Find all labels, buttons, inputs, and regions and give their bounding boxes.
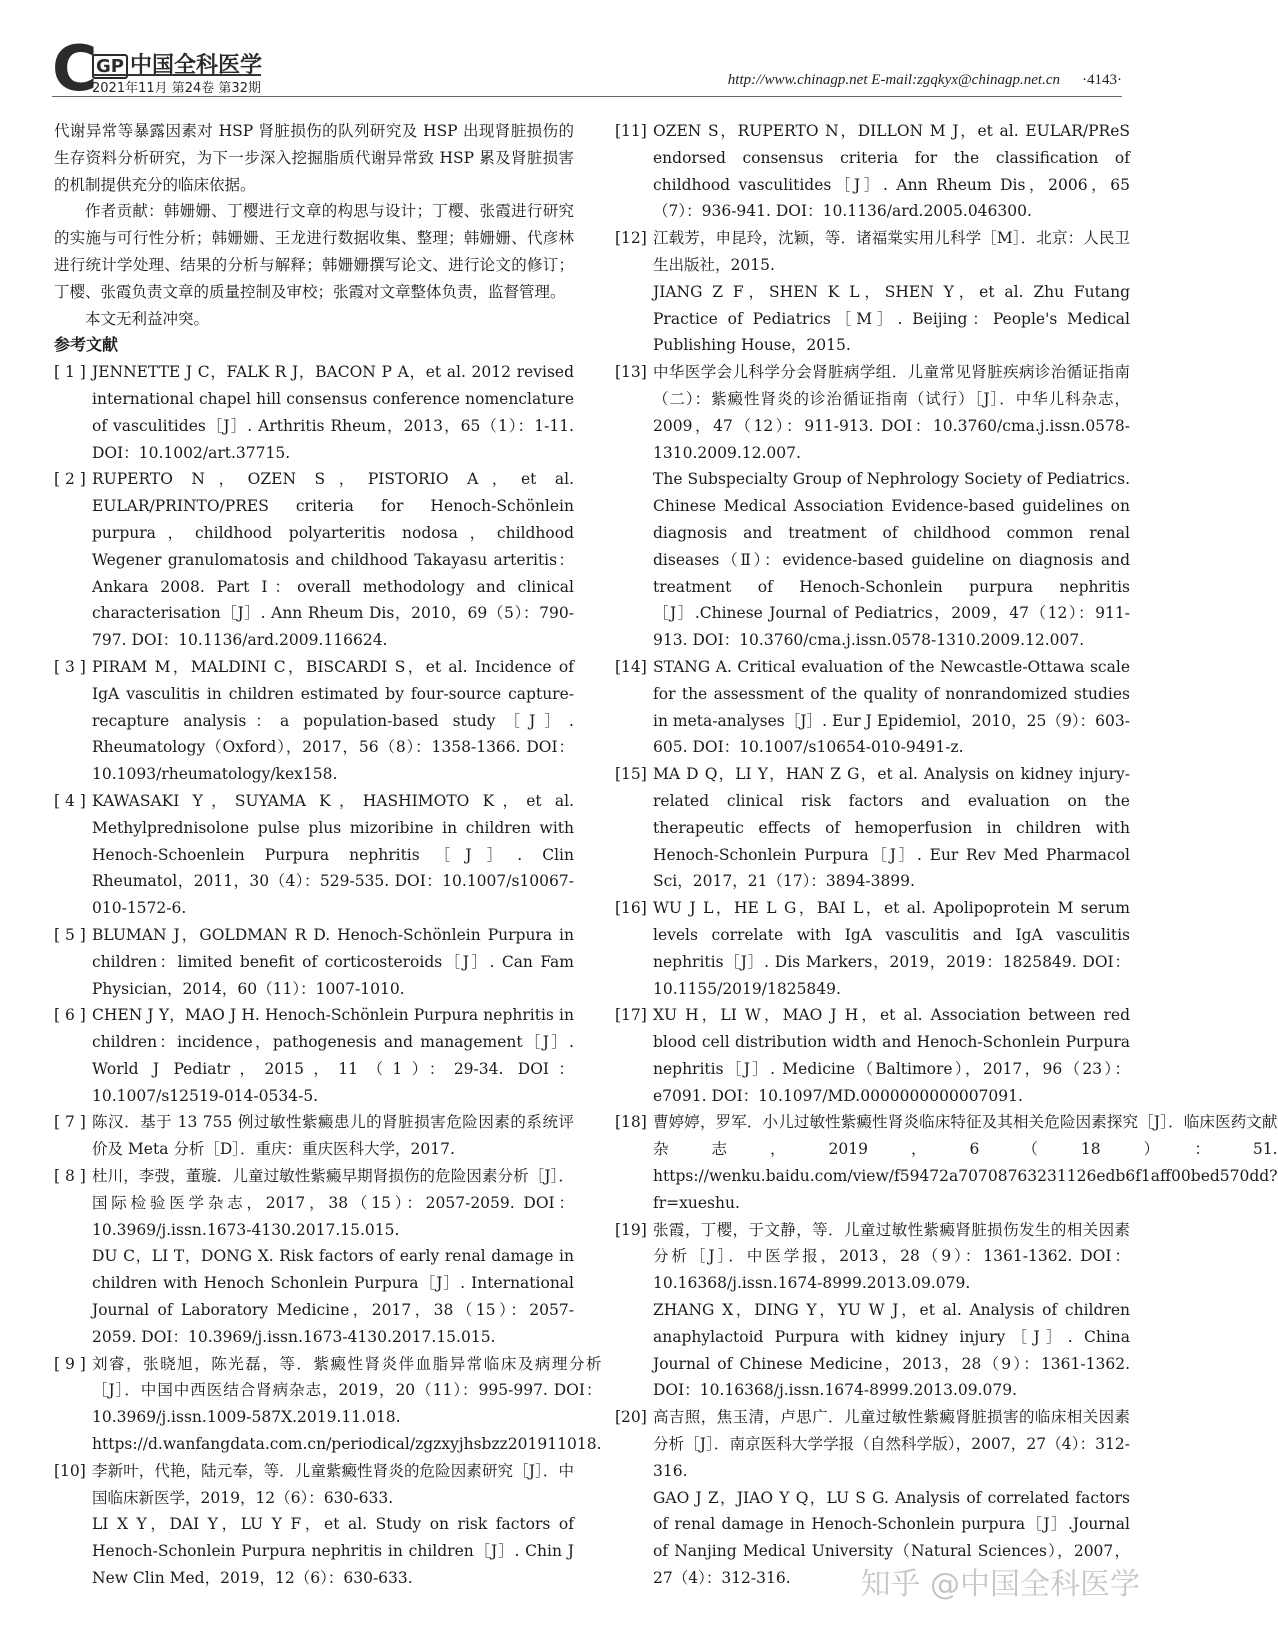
reference-item <box>615 1002 1130 1109</box>
reference-number: [18] <box>615 1113 647 1132</box>
reference-body <box>92 1163 574 1351</box>
reference-text: JENNETTE J C，FALK R J，BACON P A，et al. 2012 revised international chapel hill consensus conference nomenclature of vasculitides［J］. Arthritis Rheum，2013，65（1）：1-11. DOI：10.1002/art.37715. <box>92 363 574 462</box>
reference-item <box>615 1217 1130 1405</box>
reference-body <box>92 1109 574 1163</box>
reference-text: PIRAM M，MALDINI C，BISCARDI S，et al. Incidence of IgA vasculitis in children estimated by four-source capture-recapture analysis：a population-based study［J］. Rheumatology（Oxford），2017，56（8）：1358-1366. DOI：10.1093/rheumatology/kex158. <box>92 657 574 784</box>
reference-text: The Subspecialty Group of Nephrology Society of Pediatrics. Chinese Medical Association Evidence-based guidelines on diagnosis and treatment of childhood common renal diseases（Ⅱ）：evidence-based guideline on diagnosis and treatment of Henoch-Schonlein purpura nephritis［J］.Chinese Journal of Pediatrics，2009，47（12）：911-913. DOI：10.3760/cma.j.issn.0578-1310.2009.12.007. <box>653 470 1130 650</box>
page-number: ·4143· <box>1082 72 1122 88</box>
reference-number: [ 3 ] <box>54 657 86 676</box>
conflict-statement: 本文无利益冲突。 <box>85 309 210 328</box>
watermark: 知乎 @中国全科医学 <box>860 1567 1140 1602</box>
reference-text: ZHANG X，DING Y，YU W J，et al. Analysis of children anaphylactoid Purpura with kidney injury［J］. China Journal of Chinese Medicine，2013，28（9）：1361-1362. DOI：10.16368/j.issn.1674-8999.2013.09.079. <box>653 1301 1130 1400</box>
reference-body <box>653 761 1130 895</box>
reference-text: 李新叶，代艳，陆元奉，等．儿童紫癜性肾炎的危险因素研究［J］．中国临床新医学，2019，12（6）：630-633. <box>92 1461 574 1507</box>
reference-number: [15] <box>615 765 647 784</box>
reference-body <box>653 895 1130 1002</box>
journal-url-email: http://www.chinagp.net E-mail:zgqkyx@chinagp.net.cn <box>727 72 1060 88</box>
reference-body <box>92 654 574 788</box>
reference-item <box>615 895 1130 1002</box>
author-contribution: 作者贡献：韩姗姗、丁樱进行文章的构思与设计；丁樱、张霞进行研究的实施与可行性分析；韩姗姗、王龙进行数据收集、整理；韩姗姗、代彦林进行统计学处理、结果的分析与解释；韩姗姗撰写论文、进行论文的修订；丁樱、张霞负责文章的质量控制及审校；张霞对文章整体负责，监督管理。 <box>54 202 574 301</box>
reference-text: WU J L，HE L G，BAI L，et al. Apolipoprotein M serum levels correlate with IgA vasculitis and IgA vasculitis nephritis［J］. Dis Markers，2019，2019：1825849. DOI：10.1155/2019/1825849. <box>653 899 1130 998</box>
reference-item <box>54 1163 574 1351</box>
reference-body <box>653 225 1130 359</box>
right-column <box>615 118 1278 1592</box>
reference-number: [ 6 ] <box>54 1006 86 1025</box>
header-right <box>728 72 1122 89</box>
reference-text: LI X Y，DAI Y，LU Y F，et al. Study on risk factors of Henoch-Schonlein Purpura nephritis in children［J］. Chin J New Clin Med，2019，12（6）：630-633. <box>92 1515 574 1588</box>
reference-text: KAWASAKI Y，SUYAMA K，HASHIMOTO K，et al. Methylprednisolone pulse plus mizoribine in children with Henoch-Schoenlein Purpura nephritis［J］. Clin Rheumatol，2011，30（4）：529-535. DOI：10.1007/s10067-010-1572-6. <box>92 791 574 918</box>
reference-text: 江载芳，申昆玲，沈颖，等．诸福棠实用儿科学［M］．北京：人民卫生出版社，2015. <box>653 229 1130 274</box>
reference-text: 刘睿，张晓旭，陈光磊，等．紫癜性肾炎伴血脂异常临床及病理分析［J］．中国中西医结合肾病杂志，2019，20（11）：995-997. DOI：10.3969/j.issn.1009-587X.2019.11.018. https://d.wanfangdata.com.cn/periodical/zgzxyjhsbzz201911018. <box>92 1354 602 1454</box>
reference-text: GAO J Z，JIAO Y Q，LU S G. Analysis of correlated factors of renal damage in Henoch-Schonlein purpura［J］.Journal of Nanjing Medical University（Natural Sciences），2007，27（4）：312-316. <box>653 1488 1130 1588</box>
reference-number: [14] <box>615 657 647 676</box>
intro-paragraph: 代谢异常等暴露因素对 HSP 肾脏损伤的队列研究及 HSP 出现肾脏损伤的生存资料分析研究，为下一步深入挖掘脂质代谢异常致 HSP 累及肾脏损害的机制提供充分的临床依据。 <box>54 122 574 194</box>
reference-body <box>92 359 574 466</box>
reference-text: 张霞，丁樱，于文静，等．儿童过敏性紫癜肾脏损伤发生的相关因素分析［J］．中医学报，2013，28（9）：1361-1362. DOI：10.16368/j.issn.1674-8999.2013.09.079. <box>653 1220 1130 1293</box>
reference-item <box>54 466 574 654</box>
journal-logo-c: C <box>52 32 98 105</box>
reference-item <box>615 654 1130 761</box>
reference-item <box>54 1109 574 1163</box>
reference-number: [ 4 ] <box>54 791 86 810</box>
reference-text: XU H，LI W，MAO J H，et al. Association between red blood cell distribution width and Henoch-Schonlein Purpura nephritis［J］. Medicine（Baltimore），2017，96（23）：e7091. DOI：10.1097/MD.0000000000007091. <box>653 1006 1130 1105</box>
left-column <box>54 118 602 1592</box>
reference-text: CHEN J Y，MAO J H. Henoch-Schönlein Purpura nephritis in children：incidence，pathogenesis and management［J］. World J Pediatr，2015，11（1）：29-34. DOI：10.1007/s12519-014-0534-5. <box>92 1006 574 1105</box>
reference-item <box>54 922 574 1002</box>
references-heading: 参考文献 <box>54 335 119 355</box>
reference-text: OZEN S，RUPERTO N，DILLON M J，et al. EULAR/PReS endorsed consensus criteria for the classification of childhood vasculitides［J］. Ann Rheum Dis，2006，65（7）：936-941. DOI：10.1136/ard.2005.046300. <box>653 122 1130 221</box>
reference-number: [20] <box>615 1408 647 1427</box>
reference-text: JIANG Z F，SHEN K L，SHEN Y，et al. Zhu Futang Practice of Pediatrics［M］. Beijing：People's Medical Publishing House，2015. <box>653 282 1130 355</box>
reference-text: 高吉照，焦玉清，卢思广．儿童过敏性紫癜肾脏损害的临床相关因素分析［J］．南京医科大学学报（自然科学版），2007，27（4）：312-316. <box>653 1408 1130 1480</box>
reference-number: [13] <box>615 363 647 382</box>
reference-body <box>92 1458 574 1592</box>
journal-name: 中国全科医学 <box>129 53 262 78</box>
reference-item <box>615 1109 1278 1216</box>
reference-body <box>653 654 1130 761</box>
reference-body <box>92 1002 574 1109</box>
reference-body <box>92 788 574 922</box>
reference-item <box>54 654 574 788</box>
reference-item <box>54 1458 574 1592</box>
reference-number: [ 7 ] <box>54 1113 86 1132</box>
reference-item <box>54 359 574 466</box>
reference-body <box>92 466 574 654</box>
reference-body <box>653 1217 1130 1405</box>
reference-number: [ 8 ] <box>54 1167 86 1186</box>
journal-logo-gp: GP <box>92 54 128 79</box>
reference-item <box>54 1351 602 1458</box>
reference-text: BLUMAN J，GOLDMAN R D. Henoch-Schönlein Purpura in children：limited benefit of corticosteroids［J］. Can Fam Physician，2014，60（11）：1007-1010. <box>92 925 574 998</box>
reference-number: [11] <box>615 122 647 140</box>
reference-text: 陈汉．基于 13 755 例过敏性紫癜患儿的肾脏损害危险因素的系统评价及 Meta 分析［D］．重庆：重庆医科大学，2017. <box>92 1113 574 1159</box>
reference-number: [19] <box>615 1220 647 1239</box>
reference-item <box>615 118 1130 225</box>
reference-body <box>653 118 1130 225</box>
reference-number: [ 5 ] <box>54 925 86 944</box>
reference-body <box>92 922 574 1002</box>
page-header <box>0 0 1180 110</box>
reference-item <box>54 1002 574 1109</box>
reference-number: [17] <box>615 1006 647 1025</box>
reference-number: [ 2 ] <box>54 470 86 489</box>
reference-text: MA D Q，LI Y，HAN Z G，et al. Analysis on kidney injury-related clinical risk factors and evaluation on the therapeutic effects of hemoperfusion in children with Henoch-Schonlein Purpura［J］. Eur Rev Med Pharmacol Sci，2017，21（17）：3894-3899. <box>653 765 1130 891</box>
reference-number: [ 1 ] <box>54 363 86 382</box>
reference-body <box>92 1351 602 1458</box>
header-divider <box>52 96 1122 97</box>
reference-item <box>615 359 1130 654</box>
reference-text: RUPERTO N，OZEN S，PISTORIO A，et al. EULAR/PRINTO/PRES criteria for Henoch-Schönlein purpura，childhood polyarteritis nodosa，childhood Wegener granulomatosis and childhood Takayasu arteritis：Ankara 2008. Part I：overall methodology and clinical characterisation［J］. Ann Rheum Dis，2010，69（5）：790-797. DOI：10.1136/ard.2009.116624. <box>92 470 574 650</box>
reference-text: 曹婷婷，罗军．小儿过敏性紫癜性肾炎临床特征及其相关危险因素探究［J］．临床医药文献杂志，2019，6（18）：51. https://wenku.baidu.com/view/f59472a70708763231126edb6f1aff00bed570dd?fr=xueshu. <box>653 1113 1278 1212</box>
reference-item <box>615 761 1130 895</box>
reference-number: [ 9 ] <box>54 1354 86 1373</box>
reference-text: STANG A. Critical evaluation of the Newcastle-Ottawa scale for the assessment of the quality of nonrandomized studies in meta-analyses［J］. Eur J Epidemiol，2010，25（9）：603-605. DOI：10.1007/s10654-010-9491-z. <box>653 657 1130 757</box>
reference-number: [12] <box>615 229 647 248</box>
reference-item <box>615 225 1130 359</box>
reference-body <box>653 1109 1278 1216</box>
reference-text: 杜川，李弢，董璇．儿童过敏性紫癜早期肾损伤的危险因素分析［J］．国际检验医学杂志，2017，38（15）：2057-2059. DOI：10.3969/j.issn.1673-4130.2017.15.015. <box>92 1167 574 1239</box>
reference-body <box>653 359 1130 654</box>
reference-number: [10] <box>54 1461 86 1480</box>
reference-text: 中华医学会儿科学分会肾脏病学组．儿童常见肾脏疾病诊治循证指南（二）：紫癜性肾炎的诊治循证指南（试行）［J］．中华儿科杂志，2009，47（12）：911-913. DOI：10.3760/cma.j.issn.0578-1310.2009.12.007. <box>653 363 1130 462</box>
reference-item <box>54 788 574 922</box>
reference-number: [16] <box>615 899 647 918</box>
issue-info: 2021年11月 第24卷 第32期 <box>92 74 261 96</box>
reference-body <box>653 1002 1130 1109</box>
reference-text: DU C，LI T，DONG X. Risk factors of early renal damage in children with Henoch Schonlein Purpura［J］. International Journal of Laboratory Medicine，2017，38（15）：2057-2059. DOI：10.3969/j.issn.1673-4130.2017.15.015. <box>92 1247 574 1346</box>
